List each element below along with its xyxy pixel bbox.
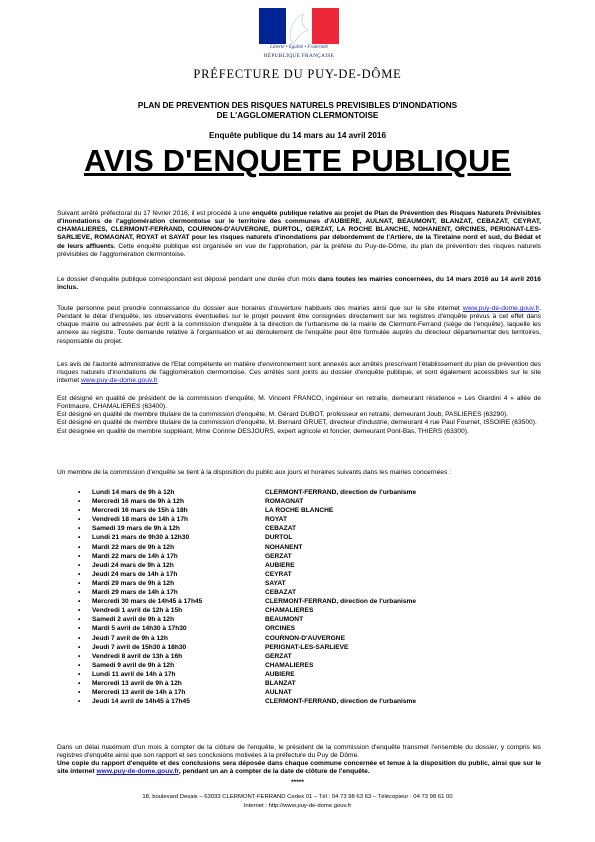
schedule-row	[78, 497, 498, 506]
bullet-icon: •	[78, 589, 81, 597]
schedule-date: Samedi 19 mars de 9h à 12h	[92, 525, 180, 533]
schedule-place: NOHANENT	[265, 543, 303, 551]
p1-text: Suivant arrêté préfectoral du 17 février 2016, il est procédé à une	[57, 210, 252, 217]
schedule-place: CHAMALIERES	[265, 661, 314, 669]
schedule-row	[78, 634, 498, 643]
prefecture-heading: PRÉFECTURE DU PUY-DE-DÔME	[193, 67, 402, 81]
schedule-place: BLANZAT	[265, 679, 296, 687]
schedule-row	[78, 570, 498, 579]
schedule-place: CEYRAT	[265, 570, 292, 578]
schedule-date: Vendredi 18 mars de 14h à 17h	[92, 516, 189, 524]
schedule-place: PERIGNAT-LES-SARLIEVE	[265, 643, 349, 651]
schedule-row	[78, 697, 498, 706]
schedule-row	[78, 533, 498, 542]
paragraph-rapport	[57, 744, 541, 777]
paragraph-commission	[57, 395, 541, 436]
bullet-icon: •	[78, 552, 81, 560]
logo-motto: Liberté • Égalité • Fraternité	[270, 45, 328, 50]
bullet-icon: •	[78, 516, 81, 524]
footer-address: 18, boulevard Desaix – 63033 CLERMONT-FERRAND Cedex 01 – Tél : 04 73 98 63 63 – Télécopieur : 04 73 98 61 00	[142, 794, 453, 800]
schedule-place: ROMAGNAT	[265, 498, 304, 506]
bullet-icon: •	[78, 625, 81, 633]
schedule-place: CLERMONT-FERRAND, direction de l'urbanisme	[265, 598, 417, 606]
schedule-row	[78, 670, 498, 679]
substitute-line: Est désignée en qualité de membre suppléant, Mme Corinne DESJOURS, expert agricole et foncier, demeurant Pont-Bas, THIERS (63300).	[57, 427, 469, 435]
schedule-date: Jeudi 24 mars de 9h à 12h	[92, 561, 174, 569]
republique-francaise-logo	[259, 8, 339, 60]
schedule-row	[78, 597, 498, 606]
schedule-place: GERZAT	[265, 552, 292, 560]
bullet-icon: •	[78, 543, 81, 551]
schedule-place: ROYAT	[265, 516, 287, 524]
bullet-icon: •	[78, 616, 81, 624]
bullet-icon: •	[78, 643, 81, 651]
schedule-row	[78, 688, 498, 697]
bullet-icon: •	[78, 525, 81, 533]
schedule-row	[78, 579, 498, 588]
schedule-place: AUBIERE	[265, 561, 295, 569]
schedule-date: Mercredi 13 avril de 14h à 17h	[92, 689, 186, 697]
schedule-row	[78, 543, 498, 552]
footer	[0, 793, 595, 810]
p1-bold: enquête publique relative au projet de Plan de Prévention des Risques Naturels Prévisibles d'inondations de l'agglomération clermontoise sur le territoire des communes d'AUBIERE, AULNAT, BEAUMONT, BLANZAT, CEBAZAT, CEYRAT, CHAMALIERES, CLERMONT-FERRAND, COURNON-D'AUVERGNE, DURTOL, GERZAT, LA ROCHE BLANCHE, NOHANENT, ORCINES, PERIGNAT-LES-SARLIEVE, ROMAGNAT, ROYAT et SAYAT pour les risques naturels d'inondations par débordement de l'Artière, de la Tiretaine nord et sud, du Bédat et de leurs affluents	[57, 210, 542, 250]
marianne-flag-icon	[259, 8, 339, 44]
footer-website: Internet : http://www.puy-de-dome.gouv.fr	[243, 802, 352, 809]
p3-text-end: . Pendant le délai d'enquête, les observations éventuelles sur le projet peuvent être consignées directement sur les registres d'enquête prévus à cet effet dans chaque mairie ou adressées par écrit à la commission d'enquête à la direction de l'urbanisme de la mairie de Clermont-Ferrand (siège de l'enquête), laquelle les annexe au registre. Toute demande relative à l'organisation et au déroulement de l'enquête peut être formulée auprès du directeur départemental des territoires, responsable du projet.	[57, 305, 541, 345]
schedule-row	[78, 552, 498, 561]
schedule-date: Samedi 2 avril de 9h à 12h	[92, 616, 175, 624]
schedule-row	[78, 661, 498, 670]
plan-heading	[0, 101, 595, 121]
schedule-place: AULNAT	[265, 689, 292, 697]
schedule-date: Jeudi 14 avril de 14h45 à 17h45	[92, 698, 190, 706]
schedule-place: CHAMALIERES	[265, 607, 314, 615]
logo-republic-label: RÉPUBLIQUE FRANÇAISE	[263, 53, 335, 59]
bullet-icon: •	[78, 498, 81, 506]
schedule-date: Lundi 14 mars de 9h à 12h	[92, 489, 175, 496]
p1-text-end: . Cette enquête publique est organisée en vue de l'approbation, par la préfète du Puy-de-Dôme, du plan de prévention des risques naturels prévisibles de l'agglomération clermontoise.	[57, 242, 542, 258]
bullet-icon: •	[78, 489, 81, 496]
bullet-icon: •	[78, 507, 81, 515]
schedule-row	[78, 679, 498, 688]
paragraph-dossier	[57, 276, 541, 292]
schedule-place: DURTOL	[265, 534, 293, 542]
schedule-row	[78, 524, 498, 533]
bullet-icon: •	[78, 670, 81, 678]
p8-bold: Une copie du rapport d'enquête et des conclusions sera déposée dans chaque commune concernée et tenue à la disposition du public, ainsi que sur le site internet	[57, 760, 541, 776]
p4-text: Les avis de l'autorité administrative de l'Etat compétente en matière d'environnement sont annexés aux arrêtés prescrivant l'établissement du plan de prévention des risques naturels d'inondations de l'agglomération clermontoise. Ces arrêtés sont joints au dossier d'enquête publique, et sont également accessibles sur le site internet	[57, 361, 541, 385]
paragraph-permanences	[57, 469, 541, 477]
website-link[interactable]: www.puy-de-dome.gouv.fr	[81, 377, 158, 385]
schedule-date: Mercredi 16 mars de 15h à 18h	[92, 507, 188, 515]
schedule-place: SAYAT	[265, 579, 286, 587]
schedule-row	[78, 506, 498, 515]
p8-bold-end: , pendant un an à compter de la date de clôture de l'enquête.	[178, 768, 370, 776]
schedule-date: Lundi 21 mars de 9h30 à 12h30	[92, 534, 190, 542]
schedule-place: ORCINES	[265, 625, 296, 633]
schedule-row	[78, 606, 498, 615]
schedule-row	[78, 615, 498, 624]
schedule-row	[78, 488, 498, 497]
p7-text: Dans un délai maximum d'un mois à compter de la clôture de l'enquête, le président de la commission d'enquête transmet l'ensemble du dossier, y compris les registres d'enquête ainsi que son rapport et ses conclusions motivées à la préfecture du Puy de Dôme.	[57, 744, 541, 760]
schedule-row	[78, 515, 498, 524]
schedule-place: AUBIERE	[265, 670, 295, 678]
schedule-date: Mercredi 30 mars de 14h45 à 17h45	[92, 598, 203, 606]
schedule-date: Mardi 29 mars de 14h à 17h	[92, 589, 178, 597]
schedule-row	[78, 652, 498, 661]
schedule-date: Mercredi 16 mars de 9h à 12h	[92, 498, 184, 506]
schedule-date: Mardi 29 mars de 9h à 12h	[92, 579, 175, 587]
schedule-row	[78, 561, 498, 570]
paragraph-consultation	[57, 305, 541, 346]
bullet-icon: •	[78, 598, 81, 606]
schedule-row	[78, 588, 498, 597]
schedule-date: Mardi 22 mars de 9h à 12h	[92, 543, 175, 551]
bullet-icon: •	[78, 679, 81, 687]
bullet-icon: •	[78, 534, 81, 542]
schedule-date: Jeudi 7 avril de 15h30 à 18h30	[92, 643, 187, 651]
bullet-icon: •	[78, 634, 81, 642]
website-link[interactable]: www.puy-de-dome.gouv.fr	[96, 768, 179, 776]
separator-stars: *****	[291, 779, 304, 786]
website-link[interactable]: www.puy-de-dome.gouv.fr	[462, 305, 540, 312]
schedule-place: COURNON-D'AUVERGNE	[265, 634, 345, 642]
plan-heading-line2: DE L'AGGLOMERATION CLERMONTOISE	[216, 111, 379, 120]
bullet-icon: •	[78, 607, 81, 615]
schedule-date: Jeudi 24 mars de 14h à 17h	[92, 570, 178, 578]
president-line: Est désigné en qualité de président de la commission d'enquête, M. Vincent FRANCO, ingénieur en retraite, demeurant résidence « Les Giardini 4 » allée de Fontmaure, CHAMALIERES (63400).	[57, 395, 541, 411]
schedule-place: CLERMONT-FERRAND, direction de l'urbanisme	[265, 489, 417, 496]
schedule-place: CEBAZAT	[265, 589, 297, 597]
schedule-row	[78, 643, 498, 652]
schedule-date: Mardi 5 avril de 14h30 à 17h30	[92, 625, 187, 633]
page-title: AVIS D'ENQUETE PUBLIQUE	[83, 144, 512, 178]
bullet-icon: •	[78, 661, 81, 669]
schedule-date: Vendredi 8 avril de 13h à 16h	[92, 652, 183, 660]
schedule-date: Samedi 9 avril de 9h à 12h	[92, 661, 175, 669]
p2-bold: dans toutes les mairies concernées, du 14 mars 2016 au 14 avril 2016 inclus.	[57, 276, 542, 292]
p2-text: Le dossier d'enquête publique correspondant est déposé pendant une durée d'un mois	[57, 276, 319, 283]
schedule-place: CLERMONT-FERRAND, direction de l'urbanisme	[265, 698, 417, 706]
schedule-date: Mardi 22 mars de 14h à 17h	[92, 552, 178, 560]
schedule-date: Vendredi 1 avril de 12h à 15h	[92, 607, 183, 615]
schedule-date: Jeudi 7 avril de 9h à 12h	[92, 634, 168, 642]
bullet-icon: •	[78, 579, 81, 587]
schedule-place: CEBAZAT	[265, 525, 297, 533]
schedule-row	[78, 624, 498, 633]
bullet-icon: •	[78, 689, 81, 697]
schedule-date: Mercredi 13 avril de 9h à 12h	[92, 679, 182, 687]
schedule-place: BEAUMONT	[265, 616, 304, 624]
p3-text: Toute personne peut prendre connaissance du dossier aux horaires d'ouverture habituels des mairies ainsi que sur le site internet	[57, 305, 463, 312]
paragraph-avis	[57, 361, 541, 385]
schedule-place: LA ROCHE BLANCHE	[265, 507, 334, 515]
schedule-place: GERZAT	[265, 652, 292, 660]
bullet-icon: •	[78, 698, 81, 706]
member2-line: Est désigné en qualité de membre titulaire de la commission d'enquête, M. Bernard GRUET, directeur d'industrie, demeurant 4 rue Paul Fournet, ISSOIRE (63500).	[57, 419, 537, 427]
permanence-schedule	[78, 488, 498, 706]
paragraph-arrete	[57, 210, 541, 259]
p6-text: Un membre de la commission d'enquête se tient à la disposition du public aux jours et horaires suivants dans les mairies concernées :	[57, 469, 452, 476]
bullet-icon: •	[78, 561, 81, 569]
plan-heading-line1: PLAN DE PREVENTION DES RISQUES NATURELS PREVISIBLES D'INONDATIONS	[137, 101, 458, 110]
schedule-date: Lundi 11 avril de 14h à 17h	[92, 670, 176, 678]
bullet-icon: •	[78, 570, 81, 578]
enquete-dates: Enquête publique du 14 mars au 14 avril 2016	[208, 131, 386, 140]
member1-line: Est désigné en qualité de membre titulaire de la commission d'enquête, M. Gérard DUBOT, professeur en retraite, demeurant Joub, PASLIERES (63290).	[57, 411, 509, 419]
bullet-icon: •	[78, 652, 81, 660]
